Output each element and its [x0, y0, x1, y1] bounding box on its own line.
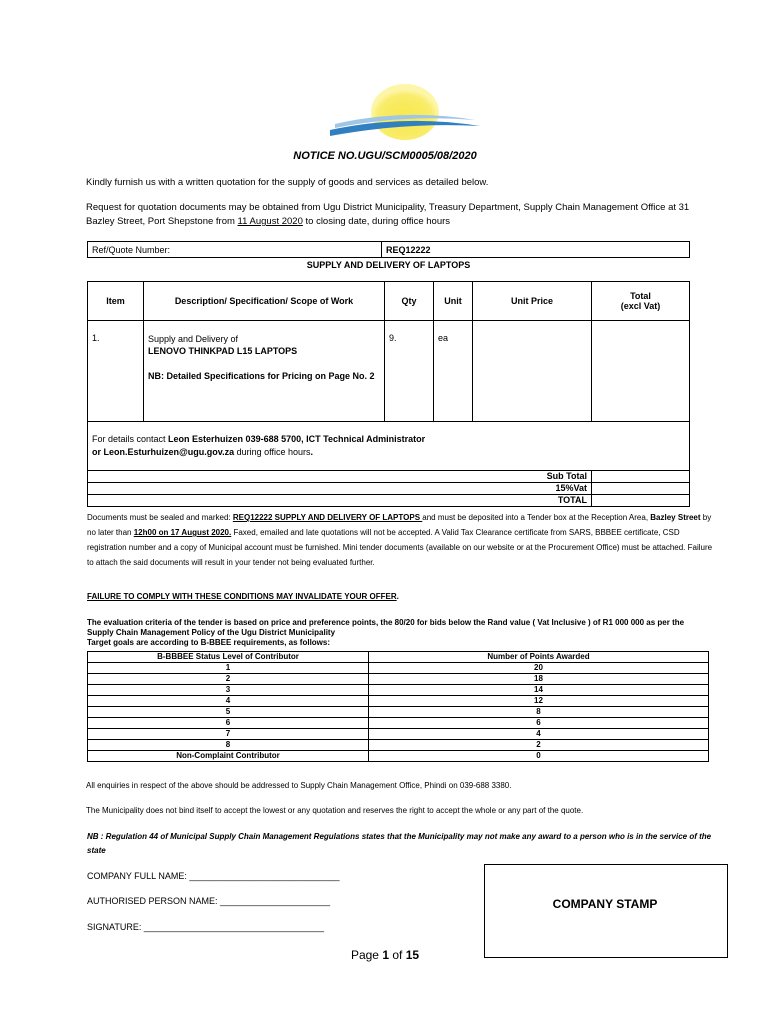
documents-ref: REQ12222 SUPPLY AND DELIVERY OF LAPTOPS [232, 513, 423, 522]
desc-note: NB: Detailed Specifications for Pricing on Page No. 2 [148, 371, 375, 381]
company-stamp-label: COMPANY STAMP [552, 897, 658, 911]
header-item: Item [88, 282, 144, 321]
desc-line2: LENOVO THINKPAD L15 LAPTOPS [148, 346, 298, 356]
bbbee-level: 3 [88, 685, 369, 696]
page-of: of [389, 948, 406, 962]
header-description: Description/ Specification/ Scope of Work [144, 282, 385, 321]
company-name-field[interactable]: COMPANY FULL NAME: ______________________________ [87, 871, 340, 881]
nb-regulation: NB : Regulation 44 of Municipal Supply Chain Management Regulations states that the Municipality may not make any award to a person who is in the service of the state [87, 832, 712, 855]
page-current: 1 [382, 948, 389, 962]
evaluation-text [87, 618, 727, 648]
item-unit: ea [434, 321, 473, 422]
desc-line1: Supply and Delivery of [148, 334, 239, 344]
item-unit-price[interactable] [473, 321, 592, 422]
table-row [88, 707, 709, 718]
vat-label: 15%Vat [88, 483, 592, 495]
header-unit-price: Unit Price [473, 282, 592, 321]
bbbee-level: 5 [88, 707, 369, 718]
failure-dot: . [396, 592, 399, 601]
contact-row [88, 422, 690, 471]
contact-dot: . [310, 447, 314, 457]
ref-value: REQ12222 [382, 242, 690, 258]
request-part1: Request for quotation documents may be obtained from Ugu District Municipality, Treasury Department, Supply Chain Management Office at 31 Bazley Street, Port Shepstone from [86, 202, 690, 227]
request-date: 11 August 2020 [237, 216, 303, 227]
bbbee-points: 20 [369, 663, 709, 674]
bbbee-points: 2 [369, 740, 709, 751]
bbbee-points: 14 [369, 685, 709, 696]
enquiries-text: All enquiries in respect of the above should be addressed to Supply Chain Management Office, Phindi on 039-688 3380. [86, 781, 512, 790]
documents-e: by no later than [87, 513, 712, 537]
bbbee-points: 0 [369, 751, 709, 762]
municipality-note: The Municipality does not bind itself to accept the lowest or any quotation and reserves the right to accept the whole or any part of the quote. [86, 806, 584, 815]
table-row [88, 740, 709, 751]
request-text [86, 201, 696, 229]
item-number: 1. [88, 321, 144, 422]
page-footer [0, 948, 770, 962]
total-row [88, 495, 690, 507]
evaluation-line1: The evaluation criteria of the tender is based on price and preference points, the 80/20 for bids below the Rand value ( Vat Inclusive ) of R1 000 000 as per the [87, 618, 685, 627]
evaluation-line3: Target goals are according to B-BBEE requirements, as follows: [87, 638, 331, 647]
contact-email: Leon.Esturhuizen@ugu.gov.za [103, 447, 235, 457]
quote-item-row [88, 321, 690, 422]
sun-icon [371, 84, 439, 140]
documents-c: and must be deposited into a Tender box at the Reception Area, [422, 513, 651, 522]
contact-part1: For details contact [92, 434, 169, 444]
bbbee-points: 8 [369, 707, 709, 718]
bbbee-points: 4 [369, 729, 709, 740]
bbbee-table [87, 651, 709, 762]
header-total [592, 282, 690, 321]
bbbee-header-level: B-BBBEE Status Level of Contributor [88, 652, 369, 663]
contact-cell [88, 422, 690, 471]
bbbee-level: 6 [88, 718, 369, 729]
ref-table [87, 241, 690, 258]
subtotal-label: Sub Total [88, 471, 592, 483]
subtotal-row [88, 471, 690, 483]
bbbee-header-row [88, 652, 709, 663]
table-row [88, 696, 709, 707]
item-total[interactable] [592, 321, 690, 422]
page-prefix: Page [350, 948, 383, 962]
evaluation-line2: Supply Chain Management Policy of the Ugu District Municipality [87, 628, 336, 637]
page-total: 15 [405, 948, 420, 962]
bbbee-level: 2 [88, 674, 369, 685]
notice-title: NOTICE NO.UGU/SCM0005/08/2020 [293, 150, 477, 162]
vat-value[interactable] [592, 483, 690, 495]
contact-part2: during office hours [234, 447, 311, 457]
total-label: TOTAL [88, 495, 592, 507]
bbbee-level: Non-Complaint Contributor [88, 751, 369, 762]
signature-field[interactable]: SIGNATURE: ____________________________________ [87, 922, 325, 932]
intro-text: Kindly furnish us with a written quotation for the supply of goods and services as detailed below. [86, 177, 489, 188]
failure-text: FAILURE TO COMPLY WITH THESE CONDITIONS MAY INVALIDATE YOUR OFFER [87, 592, 397, 601]
header-total-label: Total [630, 291, 651, 301]
item-description [144, 321, 385, 422]
bbbee-level: 7 [88, 729, 369, 740]
documents-deadline: 12h00 on 17 August 2020. [133, 528, 232, 537]
bbbee-level: 4 [88, 696, 369, 707]
table-row [88, 663, 709, 674]
table-row [88, 751, 709, 762]
table-row [88, 674, 709, 685]
ref-label: Ref/Quote Number: [88, 242, 382, 258]
request-part2: to closing date, during office hours [302, 216, 451, 227]
item-qty: 9. [385, 321, 434, 422]
contact-name: Leon Esterhuizen 039-688 5700, ICT Technical Administrator [168, 434, 426, 444]
documents-paragraph [87, 510, 717, 570]
bbbee-header-points: Number of Points Awarded [369, 652, 709, 663]
bbbee-level: 1 [88, 663, 369, 674]
quote-header-row [88, 282, 690, 321]
bbbee-points: 12 [369, 696, 709, 707]
authorised-person-field[interactable]: AUTHORISED PERSON NAME: ______________________ [87, 896, 331, 906]
documents-g: Faxed, emailed and late quotations will not be accepted. A Valid Tax Clearance certificate from SARS, BBBEE certificate, CSD registration number and a copy of Municipal account must be furnished. Mini tender documents (available on our website or at the Procurement Office) must be attached. Failure to attach the said documents will result in your tender not being evaluated further. [87, 528, 713, 567]
bbbee-points: 6 [369, 718, 709, 729]
company-stamp-box [484, 864, 728, 958]
supply-title: SUPPLY AND DELIVERY OF LAPTOPS [306, 260, 471, 270]
header-qty: Qty [385, 282, 434, 321]
vat-row [88, 483, 690, 495]
table-row [88, 685, 709, 696]
bbbee-points: 18 [369, 674, 709, 685]
header-unit: Unit [434, 282, 473, 321]
documents-a: Documents must be sealed and marked: [87, 513, 233, 522]
subtotal-value[interactable] [592, 471, 690, 483]
quote-table [87, 281, 690, 507]
header-total-sub: (excl Vat) [620, 301, 661, 311]
table-row [88, 718, 709, 729]
table-row [88, 729, 709, 740]
documents-street: Bazley Street [650, 513, 701, 522]
ugu-logo [330, 80, 480, 140]
bbbee-level: 8 [88, 740, 369, 751]
total-value[interactable] [592, 495, 690, 507]
contact-or: or [92, 447, 104, 457]
failure-warning [87, 592, 399, 601]
